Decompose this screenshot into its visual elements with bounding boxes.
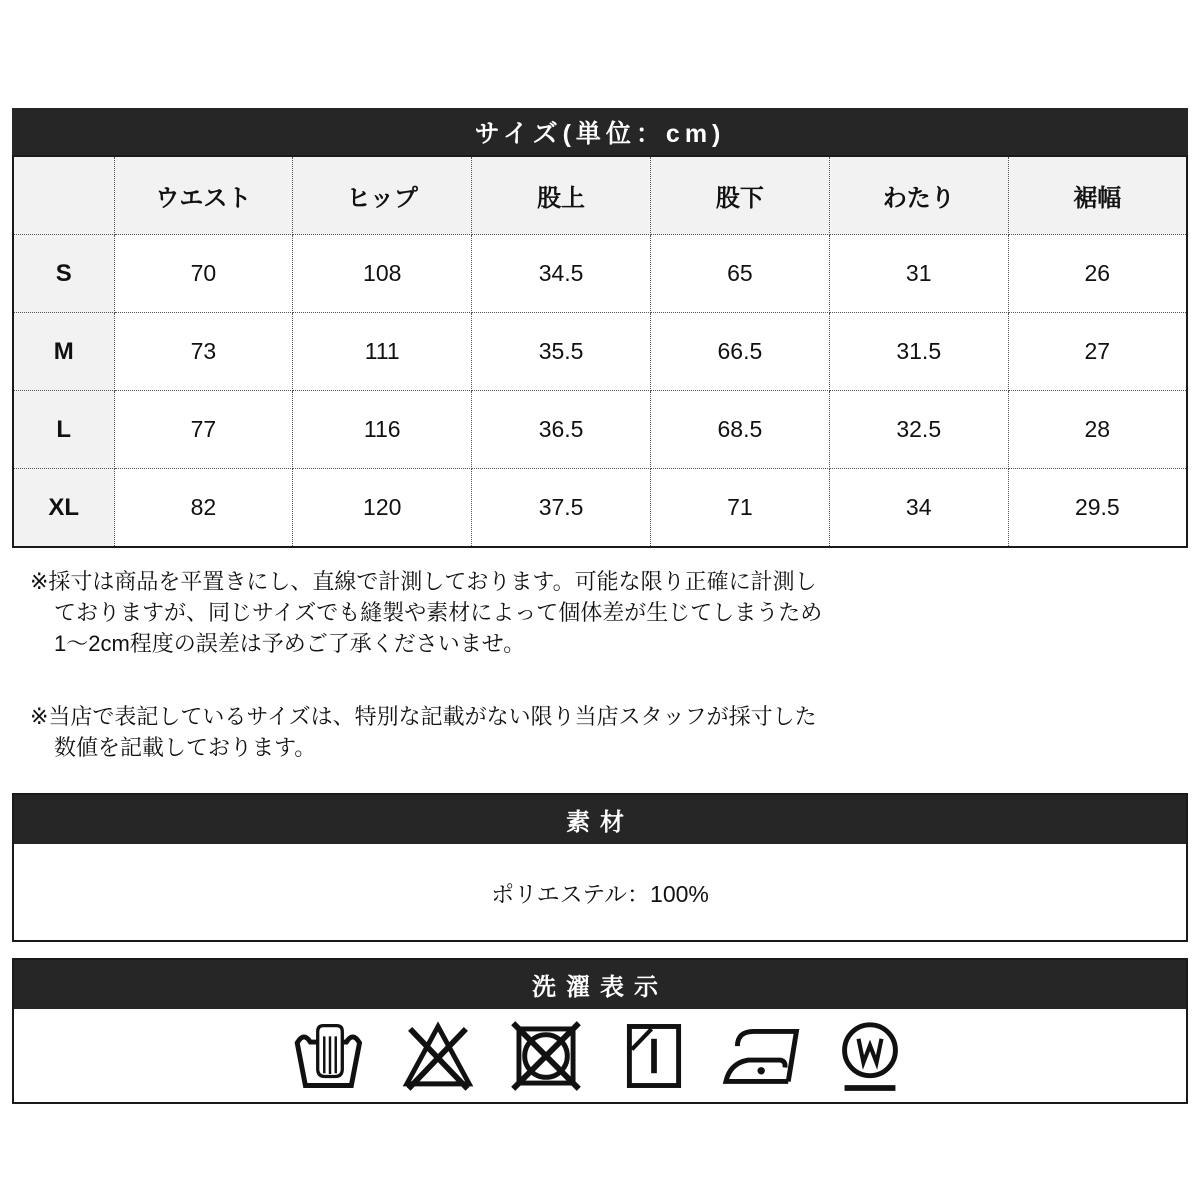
size-value: 111 [293, 313, 472, 391]
size-value: 26 [1008, 235, 1187, 313]
size-value: 27 [1008, 313, 1187, 391]
material-section [12, 793, 1188, 942]
size-value: 28 [1008, 391, 1187, 469]
size-chart-title: サイズ(単位：cm) [12, 108, 1188, 155]
table-row-xl [13, 469, 1187, 548]
column-header-hem: 裾幅 [1008, 156, 1187, 235]
size-value: 120 [293, 469, 472, 548]
size-value: 37.5 [472, 469, 651, 548]
size-value: 82 [114, 469, 293, 548]
size-value: 66.5 [650, 313, 829, 391]
size-value: 77 [114, 391, 293, 469]
size-value: 31 [829, 235, 1008, 313]
column-header-rise: 股上 [472, 156, 651, 235]
column-header-waist: ウエスト [114, 156, 293, 235]
size-value: 73 [114, 313, 293, 391]
size-value: 35.5 [472, 313, 651, 391]
size-value: 32.5 [829, 391, 1008, 469]
note-line: ※当店で表記しているサイズは、特別な記載がない限り当店スタッフが採寸した [30, 704, 817, 729]
column-header-inseam: 股下 [650, 156, 829, 235]
do-not-bleach-icon [397, 1015, 479, 1097]
size-value: 31.5 [829, 313, 1008, 391]
size-value: 65 [650, 235, 829, 313]
size-value: 116 [293, 391, 472, 469]
note-line: ※採寸は商品を平置きにし、直線で計測しております。可能な限り正確に計測し [30, 569, 817, 594]
note-line: 数値を記載しております。 [54, 735, 317, 760]
column-header-thigh: わたり [829, 156, 1008, 235]
material-value: ポリエステル：100% [14, 844, 1186, 940]
do-not-tumble-dry-icon [505, 1015, 587, 1097]
table-row-l [13, 391, 1187, 469]
laundry-section [12, 958, 1188, 1104]
note-line: 1〜2cm程度の誤差は予めご了承くださいませ。 [54, 631, 526, 656]
size-chart-section [12, 108, 1188, 548]
column-header-hip: ヒップ [293, 156, 472, 235]
size-table [12, 155, 1188, 548]
size-value: 34.5 [472, 235, 651, 313]
size-label: S [13, 235, 114, 313]
size-label: XL [13, 469, 114, 548]
professional-wet-cleaning-icon [829, 1015, 911, 1097]
size-label: M [13, 313, 114, 391]
care-symbols-row [14, 1009, 1186, 1102]
hand-wash-icon [289, 1015, 371, 1097]
size-value: 71 [650, 469, 829, 548]
size-value: 70 [114, 235, 293, 313]
size-label: L [13, 391, 114, 469]
note-staff-measured [30, 701, 890, 763]
measurement-notes [30, 566, 890, 763]
size-value: 36.5 [472, 391, 651, 469]
corner-cell [13, 156, 114, 235]
table-row-s [13, 235, 1187, 313]
size-value: 34 [829, 469, 1008, 548]
laundry-title: 洗濯表示 [14, 960, 1186, 1009]
size-value: 68.5 [650, 391, 829, 469]
iron-low-heat-icon [721, 1015, 803, 1097]
size-table-header-row [13, 156, 1187, 235]
note-measurement-accuracy [30, 566, 890, 659]
size-value: 29.5 [1008, 469, 1187, 548]
line-dry-in-shade-icon [613, 1015, 695, 1097]
note-line: ておりますが、同じサイズでも縫製や素材によって個体差が生じてしまうため [54, 600, 823, 625]
size-value: 108 [293, 235, 472, 313]
material-title: 素材 [14, 795, 1186, 844]
table-row-m [13, 313, 1187, 391]
